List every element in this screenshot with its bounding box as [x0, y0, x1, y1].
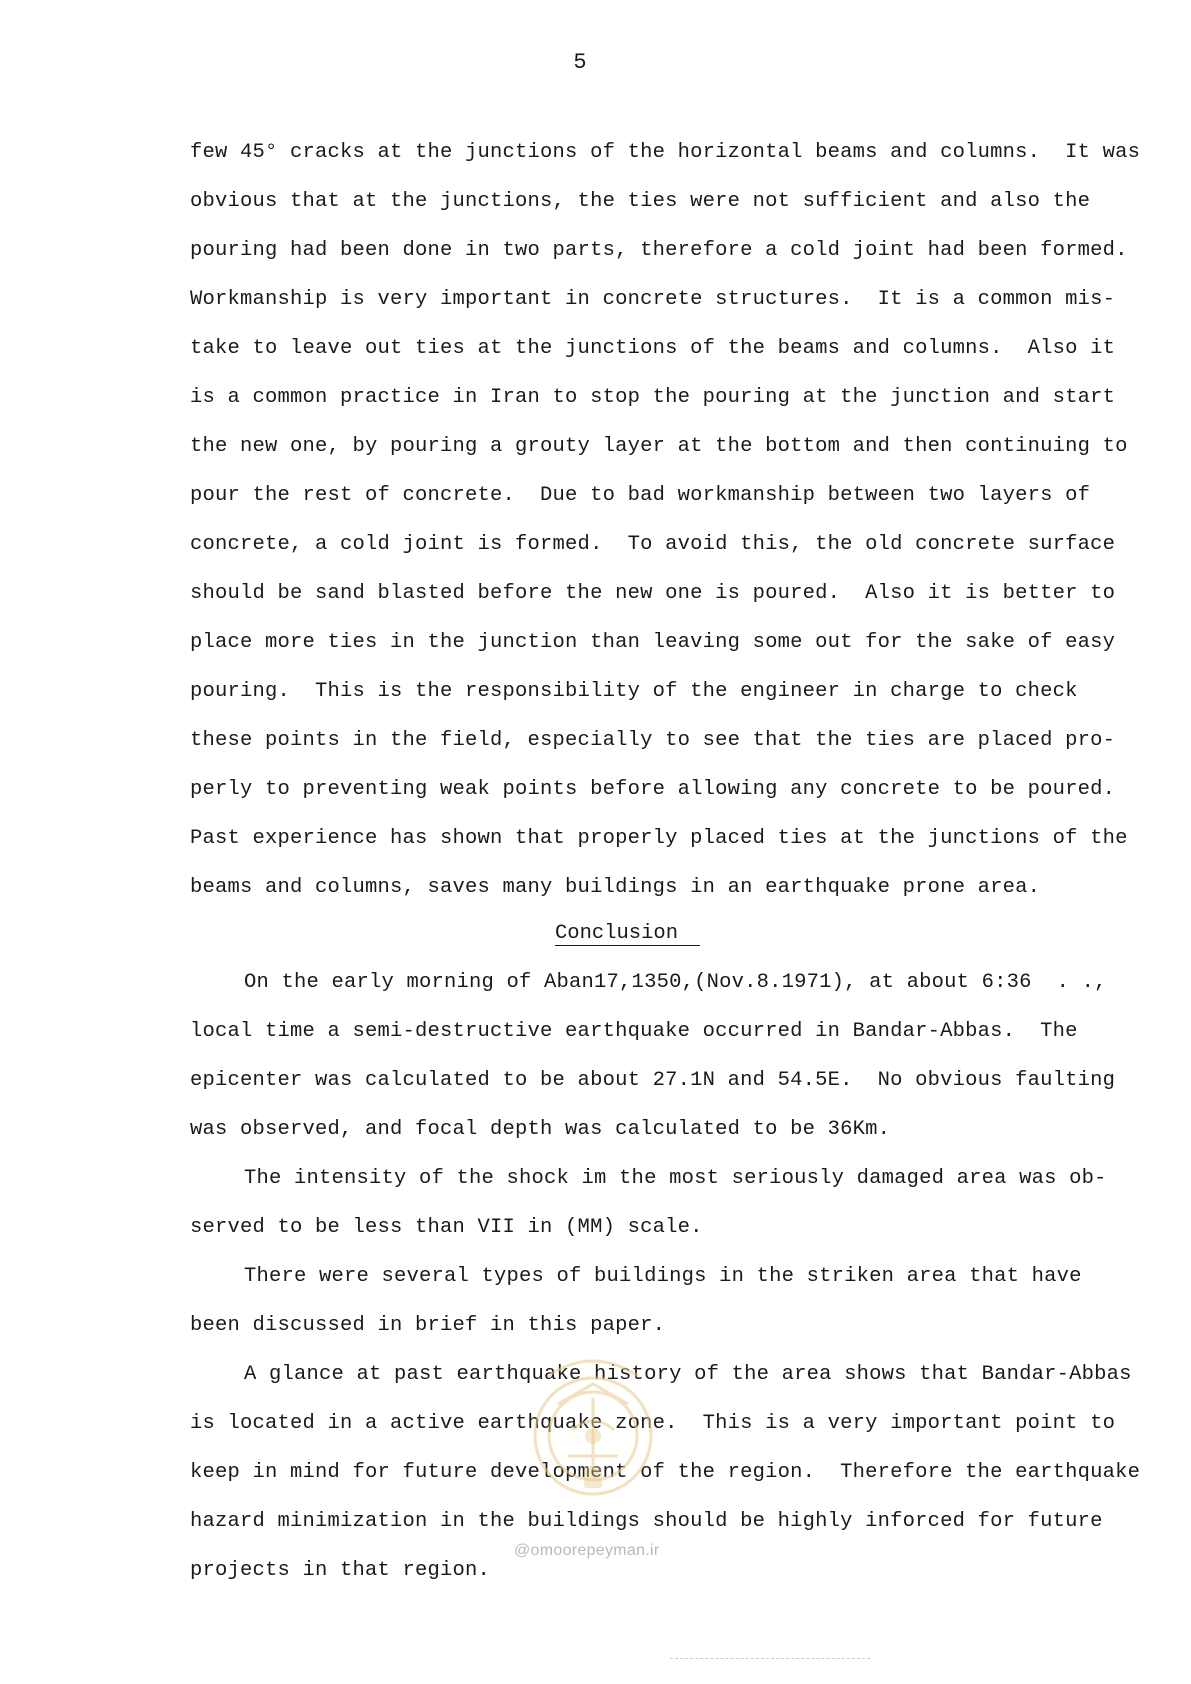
- text-line: beams and columns, saves many buildings in an earthquake prone area.: [190, 876, 1041, 899]
- text-line: should be sand blasted before the new one is poured. Also it is better to: [190, 582, 1116, 605]
- text-line: pouring had been done in two parts, therefore a cold joint had been formed.: [190, 239, 1128, 262]
- text-line: Workmanship is very important in concrete structures. It is a common mis-: [190, 288, 1116, 311]
- text-line: Past experience has shown that properly placed ties at the junctions of the: [190, 827, 1128, 850]
- text-line: keep in mind for future development of the region. Therefore the earthquake: [190, 1461, 1141, 1484]
- text-line: pour the rest of concrete. Due to bad workmanship between two layers of: [190, 484, 1091, 507]
- paragraph-building-types: [190, 1252, 1130, 1350]
- text-line: take to leave out ties at the junctions of the beams and columns. Also it: [190, 337, 1116, 360]
- text-line: was observed, and focal depth was calculated to be 36Km.: [190, 1118, 891, 1141]
- text-line: been discussed in brief in this paper.: [190, 1314, 666, 1337]
- watermark-text: @omoorepeyman.ir: [514, 1542, 660, 1559]
- paragraph-ties-workmanship: [190, 128, 1141, 912]
- text-line: few 45° cracks at the junctions of the horizontal beams and columns. It was: [190, 141, 1141, 164]
- text-line: hazard minimization in the buildings should be highly inforced for future: [190, 1510, 1103, 1533]
- body-text: [190, 128, 1141, 1595]
- text-line: On the early morning of Aban17,1350,(Nov.8.1971), at about 6:36 . .,: [244, 971, 1107, 994]
- text-line: served to be less than VII in (MM) scale.: [190, 1216, 703, 1239]
- text-line: A glance at past earthquake history of the area shows that Bandar-Abbas: [244, 1363, 1132, 1386]
- heading-text: Conclusion: [555, 922, 700, 946]
- text-line: The intensity of the shock im the most seriously damaged area was ob-: [244, 1167, 1107, 1190]
- text-line: pouring. This is the responsibility of the engineer in charge to check: [190, 680, 1078, 703]
- scan-artifact-rule: [670, 1658, 870, 1659]
- text-line: There were several types of buildings in the striken area that have: [244, 1265, 1082, 1288]
- text-line: concrete, a cold joint is formed. To avoid this, the old concrete surface: [190, 533, 1116, 556]
- text-line: perly to preventing weak points before allowing any concrete to be poured.: [190, 778, 1116, 801]
- page-number: 5: [573, 50, 587, 75]
- text-line: place more ties in the junction than leaving some out for the sake of easy: [190, 631, 1116, 654]
- text-line: these points in the field, especially to see that the ties are placed pro-: [190, 729, 1116, 752]
- text-line: the new one, by pouring a grouty layer at the bottom and then continuing to: [190, 435, 1128, 458]
- text-line: obvious that at the junctions, the ties were not sufficient and also the: [190, 190, 1091, 213]
- text-line: projects in that region.: [190, 1559, 491, 1582]
- text-line: is a common practice in Iran to stop the pouring at the junction and start: [190, 386, 1116, 409]
- paragraph-history: [190, 1350, 1141, 1595]
- paragraph-earthquake-summary: [190, 958, 1130, 1154]
- text-line: is located in a active earthquake zone. This is a very important point to: [190, 1412, 1116, 1435]
- paragraph-intensity: [190, 1154, 1130, 1252]
- text-line: local time a semi-destructive earthquake occurred in Bandar-Abbas. The: [190, 1020, 1078, 1043]
- section-heading-conclusion: [190, 914, 1130, 954]
- text-line: epicenter was calculated to be about 27.1N and 54.5E. No obvious faulting: [190, 1069, 1116, 1092]
